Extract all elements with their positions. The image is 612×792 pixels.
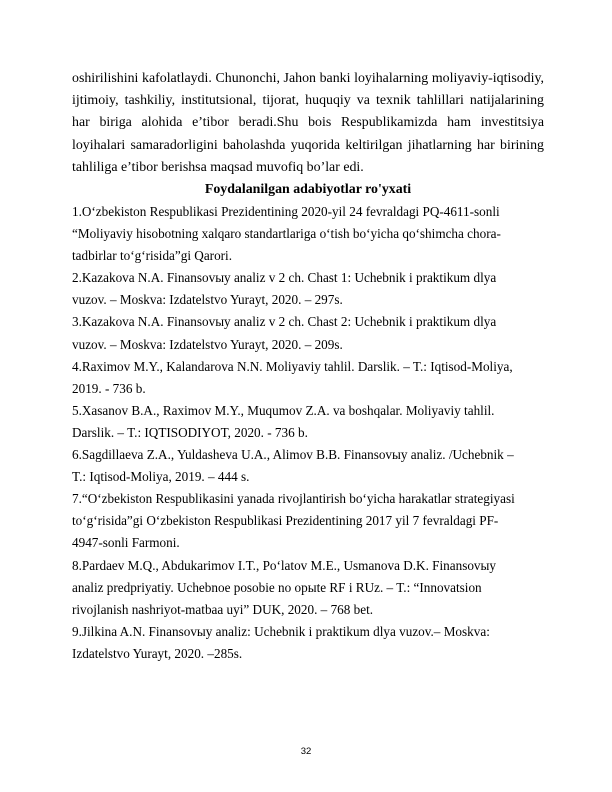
reference-item: 1.O‘zbekiston Respublikasi Prezidentining 2020-yil 24 fevraldagi PQ-4611-sonli “Moliyaviy hisobotning xalqaro standartlariga o‘tish bo‘yicha qo‘shimcha chora-tadbirlar to‘g‘risida”gi Qarori. <box>72 204 501 264</box>
reference-item: 5.Xasanov B.A., Raximov M.Y., Muqumov Z.A. va boshqalar. Moliyaviy tahlil. Darslik. – T.: IQTISODIYOT, 2020. - 736 b. <box>72 402 495 440</box>
intro-paragraph: oshirilishini kafolatlaydi. Chunonchi, Jahon banki loyihalarning moliyaviy-iqtisodiy, ijtimoiy, tashkiliy, institutsional, tijorat, huquqiy va texnik tahlillari natijalarining har biriga alohida e’tibor beradi.Shu bois Respublikamizda ham investitsiya loyihalari samaradorligini baholashda yuqorida keltirilgan jihatlarning har birining tahliliga e’tibor berishsa maqsad muvofiq bo’lar edi. <box>72 71 544 175</box>
references-list <box>72 201 544 665</box>
document-page <box>72 68 544 665</box>
reference-item: 2.Kazakova N.A. Finansovыy analiz v 2 ch. Chast 1: Uchebnik i praktikum dlya vuzov. – Moskva: Izdatelstvo Yurayt, 2020. – 297s. <box>72 270 497 308</box>
reference-item: 7.“O‘zbekiston Respublikasini yanada rivojlantirish bo‘yicha harakatlar strategiyasi to‘g‘risida”gi O‘zbekiston Respublikasi Prezidentining 2017 yil 7 fevraldagi PF-4947-sonli Farmoni. <box>72 491 515 551</box>
reference-item: 8.Pardaev M.Q., Abdukarimov I.T., Po‘latov M.E., Usmanova D.K. Finansovыy analiz predpriyatiy. Uchebnoe posobie no opыte RF i RUz. – T.: “Innovatsion rivojlanish nashriyot-matbaa uyi” DUK, 2020. – 768 bet. <box>72 557 496 617</box>
reference-item: 6.Sagdillaeva Z.A., Yuldasheva U.A., Alimov B.B. Finansovыy analiz. /Uchebnik –T.: Iqtisod-Moliya, 2019. – 444 s. <box>72 447 514 485</box>
page-number: 32 <box>300 746 312 757</box>
reference-item: 9.Jilkina A.N. Finansovыy analiz: Uchebnik i praktikum dlya vuzov.– Moskva: Izdatelstvo Yurayt, 2020. –285s. <box>72 623 490 661</box>
references-heading: Foydalanilgan adabiyotlar ro'yxati <box>204 182 412 198</box>
reference-item: 3.Kazakova N.A. Finansovыy analiz v 2 ch. Chast 2: Uchebnik i praktikum dlya vuzov. – Moskva: Izdatelstvo Yurayt, 2020. – 209s. <box>72 314 497 352</box>
reference-item: 4.Raximov M.Y., Kalandarova N.N. Moliyaviy tahlil. Darslik. – T.: Iqtisod-Moliya, 2019. - 736 b. <box>72 358 513 396</box>
